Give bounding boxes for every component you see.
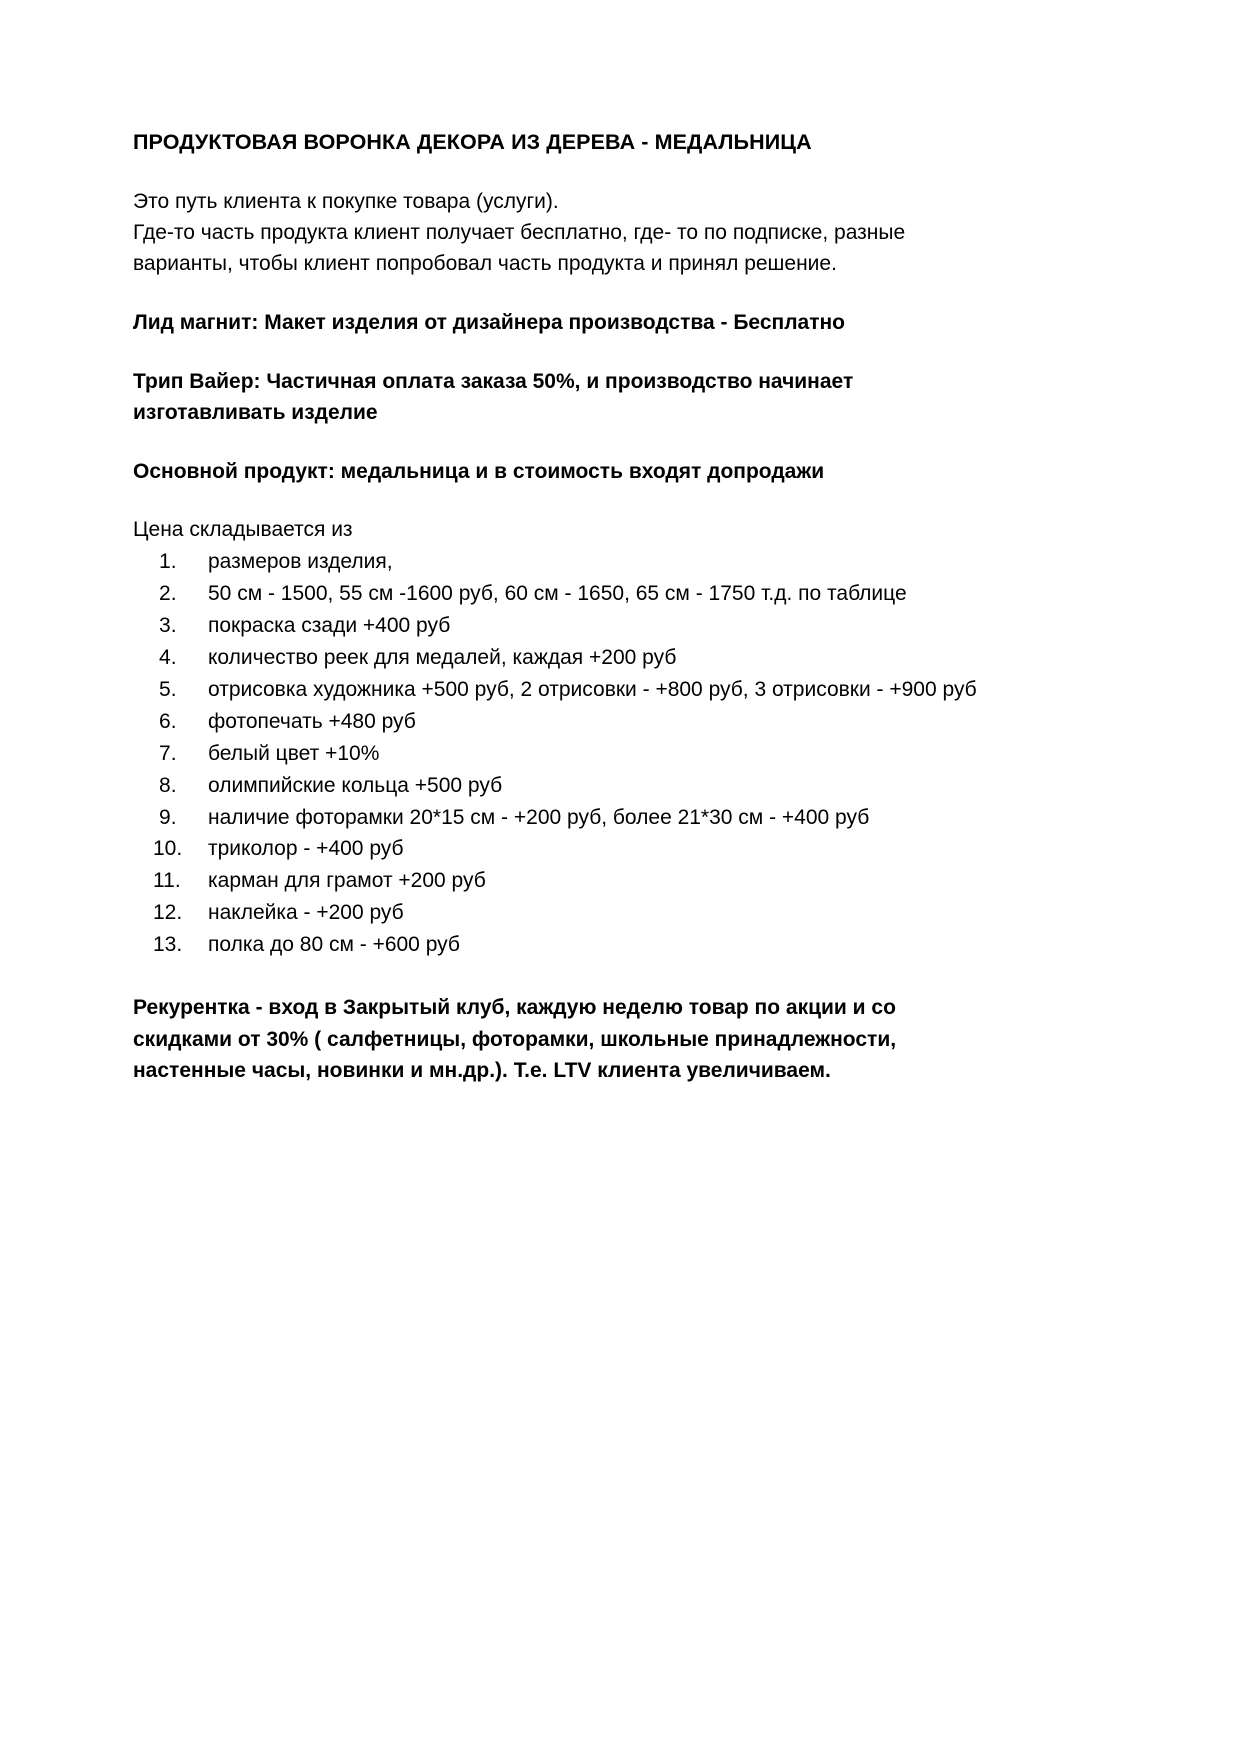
- list-item: [133, 642, 1118, 674]
- list-item-text: отрисовка художника +500 руб, 2 отрисовки - +800 руб, 3 отрисовки - +900 руб: [208, 677, 977, 701]
- lead-magnet-paragraph: Лид магнит: Макет изделия от дизайнера производства - Бесплатно: [133, 310, 846, 334]
- list-item: [133, 865, 1118, 897]
- document-body: [133, 128, 1118, 1087]
- list-item-text: покраска сзади +400 руб: [208, 614, 451, 638]
- list-item: [133, 674, 1118, 706]
- spacer: [133, 961, 1118, 992]
- list-item: [133, 897, 1118, 929]
- list-item-text: фотопечать +480 руб: [208, 709, 416, 733]
- list-item-text: наличие фоторамки 20*15 см - +200 руб, более 21*30 см - +400 руб: [208, 805, 870, 829]
- list-item-text: белый цвет +10%: [208, 741, 380, 765]
- spacer: [133, 487, 1118, 515]
- tripwire-paragraph: [133, 367, 1118, 429]
- recurrent-line-3: настенные часы, новинки и мн.др.). Т.е. LTV клиента увеличиваем.: [133, 1059, 831, 1083]
- intro-line-1: Это путь клиента к покупке товара (услуги).: [133, 190, 559, 214]
- list-item-text: 50 см - 1500, 55 см -1600 руб, 60 см - 1650, 65 см - 1750 т.д. по таблице: [208, 582, 907, 606]
- list-item: [133, 546, 1118, 578]
- price-components-list: [133, 546, 1118, 961]
- recurrent-line-2: скидками от 30% ( салфетницы, фоторамки, школьные принадлежности,: [133, 1027, 897, 1051]
- list-item-text: размеров изделия,: [208, 550, 393, 574]
- list-item: [133, 802, 1118, 834]
- recurrent-paragraph: [133, 992, 1118, 1087]
- price-intro-paragraph: Цена складывается из: [133, 518, 353, 542]
- list-item: [133, 833, 1118, 865]
- list-item-text: олимпийские кольца +500 руб: [208, 773, 503, 797]
- list-item: [133, 929, 1118, 961]
- list-item-text: полка до 80 см - +600 руб: [208, 933, 460, 957]
- spacer: [133, 280, 1118, 308]
- intro-line-3: варианты, чтобы клиент попробовал часть продукта и принял решение.: [133, 252, 837, 276]
- tripwire-line-2: изготавливать изделие: [133, 400, 378, 424]
- spacer: [133, 429, 1118, 457]
- spacer: [133, 156, 1118, 187]
- page-title: ПРОДУКТОВАЯ ВОРОНКА ДЕКОРА ИЗ ДЕРЕВА - МЕДАЛЬНИЦА: [133, 130, 812, 154]
- list-item-text: количество реек для медалей, каждая +200 руб: [208, 645, 677, 669]
- list-item-text: наклейка - +200 руб: [208, 901, 404, 925]
- list-item-text: карман для грамот +200 руб: [208, 869, 486, 893]
- main-product-paragraph: Основной продукт: медальница и в стоимость входят допродажи: [133, 459, 825, 483]
- recurrent-line-1: Рекурентка - вход в Закрытый клуб, каждую неделю товар по акции и со: [133, 996, 896, 1020]
- list-item: [133, 738, 1118, 770]
- list-item-text: триколор - +400 руб: [208, 837, 404, 861]
- tripwire-line-1: Трип Вайер: Частичная оплата заказа 50%, и производство начинает: [133, 369, 854, 393]
- list-item: [133, 610, 1118, 642]
- intro-paragraph: [133, 187, 1118, 280]
- list-item: [133, 706, 1118, 738]
- list-item: [133, 578, 1118, 610]
- list-item: [133, 770, 1118, 802]
- spacer: [133, 339, 1118, 367]
- intro-line-2: Где-то часть продукта клиент получает бесплатно, где- то по подписке, разные: [133, 221, 906, 245]
